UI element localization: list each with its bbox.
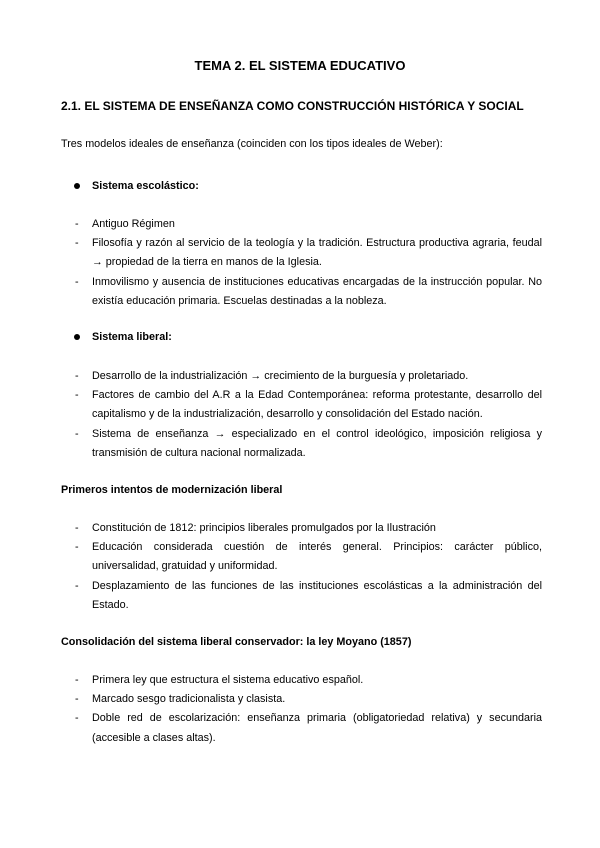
list-item: - Primera ley que estructura el sistema educativo español.: [61, 671, 542, 690]
bullet-dot-icon: [74, 183, 80, 189]
list-item: - Desarrollo de la industrialización → crecimiento de la burguesía y proletariado.: [61, 367, 542, 386]
list-item: - Educación considerada cuestión de interés general. Principios: carácter público, universalidad, gratuidad y uniformidad.: [61, 538, 542, 576]
list-item: - Antiguo Régimen: [61, 215, 542, 234]
moyano-heading: Consolidación del sistema liberal conservador: la ley Moyano (1857): [61, 636, 412, 648]
list-item: - Marcado sesgo tradicionalista y clasista.: [61, 690, 542, 709]
list-item: - Desplazamiento de las funciones de las instituciones escolásticas a la administración del Estado.: [61, 577, 542, 615]
modernizacion-list: [61, 519, 542, 615]
modernizacion-heading: Primeros intentos de modernización liberal: [61, 484, 283, 496]
liberal-heading: [74, 331, 172, 343]
section-heading: 2.1. EL SISTEMA DE ENSEÑANZA COMO CONSTRUCCIÓN HISTÓRICA Y SOCIAL: [61, 99, 524, 113]
list-item: - Constitución de 1812: principios liberales promulgados por la Ilustración: [61, 519, 542, 538]
liberal-heading-text: Sistema liberal:: [92, 331, 172, 343]
list-item: - Doble red de escolarización: enseñanza primaria (obligatoriedad relativa) y secundaria (accesible a clases altas).: [61, 709, 542, 747]
moyano-list: [61, 671, 542, 748]
list-item: - Inmovilismo y ausencia de instituciones educativas encargadas de la instrucción popular. No existía educación primaria. Escuelas destinadas a la nobleza.: [61, 273, 542, 311]
list-item: - Sistema de enseñanza → especializado en el control ideológico, imposición religiosa y transmisión de cultura nacional normalizada.: [61, 425, 542, 463]
list-item: - Filosofía y razón al servicio de la teología y la tradición. Estructura productiva agraria, feudal → propiedad de la tierra en manos de la Iglesia.: [61, 234, 542, 272]
intro-paragraph: Tres modelos ideales de enseñanza (coinciden con los tipos ideales de Weber):: [61, 138, 443, 150]
liberal-list: [61, 367, 542, 463]
bullet-dot-icon: [74, 334, 80, 340]
page-title: TEMA 2. EL SISTEMA EDUCATIVO: [194, 58, 406, 73]
escolastico-list: [61, 215, 542, 311]
list-item: - Factores de cambio del A.R a la Edad Contemporánea: reforma protestante, desarrollo del capitalismo y de la industrialización, desarrollo y consolidación del Estado nación.: [61, 386, 542, 424]
escolastico-heading: [74, 180, 199, 192]
escolastico-heading-text: Sistema escolástico:: [92, 180, 199, 192]
